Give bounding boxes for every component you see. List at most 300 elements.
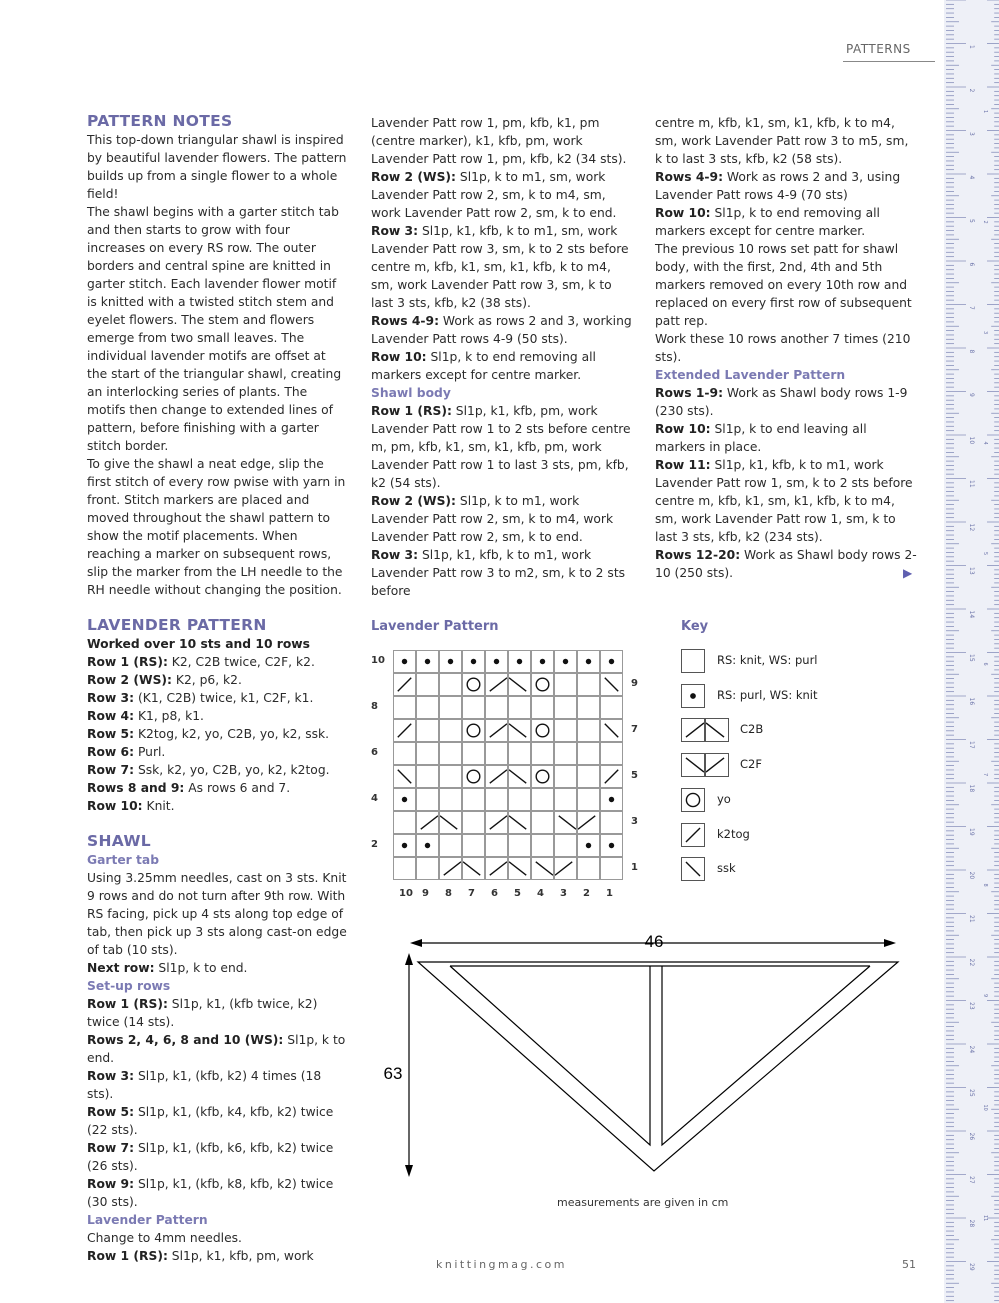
chart-cell-k	[508, 696, 531, 719]
chart-cell-p	[416, 650, 439, 673]
row-text: Sl1p, k1, kfb, k to m1, sm, work Lavender Patt row 3, sm, k to 2 sts before centre m, kfb, k1, sm, k1, kfb, k to m4, sm, work Lavender Patt row 3, sm, k to last 3 sts, kfb, k2 (38 sts).	[371, 224, 629, 310]
chart-cell-k	[577, 719, 600, 742]
ruler-cm-label: 4	[968, 175, 975, 180]
chart-cell-p	[393, 650, 416, 673]
row-text: K1, p8, k1.	[134, 709, 204, 723]
lavender-rows	[87, 653, 349, 815]
ruler-inch-label: 11	[982, 1215, 988, 1222]
ruler-cm-label: 19	[968, 828, 975, 836]
row-label: Row 10:	[655, 206, 711, 220]
chart-cell-k	[554, 673, 577, 696]
chart-cell-k	[577, 673, 600, 696]
key-label: yo	[717, 791, 731, 806]
instruction-row	[371, 546, 633, 600]
notes-paragraph: This top-down triangular shawl is inspired by beautiful lavender flowers. The pattern builds up from a single flower to a whole field!	[87, 133, 347, 201]
ruler-cm-label: 8	[968, 349, 975, 354]
chart-cell-yo	[462, 765, 485, 788]
chart-cell-k	[600, 857, 623, 880]
row-text: (K1, C2B) twice, k1, C2F, k1.	[134, 691, 314, 705]
ruler-cm-label: 10	[968, 436, 975, 445]
key-label: C2B	[740, 722, 764, 737]
chart-cell-k	[577, 857, 600, 880]
instruction-row	[371, 348, 633, 384]
chart-col-label: 9	[422, 888, 429, 899]
setup-rows-heading: Set-up rows	[87, 979, 171, 993]
instruction-rows	[655, 168, 917, 240]
row-text: Sl1p, k to end.	[87, 1033, 346, 1065]
instruction-row	[655, 456, 917, 546]
ruler-inch-label: 3	[982, 331, 988, 335]
row-label: Row 3:	[87, 1069, 135, 1083]
chart-col-label: 10	[399, 888, 413, 899]
row-text: Sl1p, k to m1, sm, work Lavender Patt row 2, sm, k to m4, sm, work Lavender Patt row 2, sm, k to end.	[371, 170, 617, 220]
chart-cell-yo	[531, 765, 554, 788]
instruction-row	[655, 168, 917, 204]
row-label: Row 10:	[655, 422, 711, 436]
instruction-row	[371, 402, 633, 492]
instruction-rows	[371, 168, 633, 384]
ruler-inch-label: 10	[982, 1104, 988, 1111]
chart-cell-k	[508, 788, 531, 811]
row-label: Row 5:	[87, 727, 135, 741]
chart-cell-k	[462, 834, 485, 857]
chart-cell-p	[577, 650, 600, 673]
chart-cell-k	[485, 834, 508, 857]
row-label: Rows 1-9:	[655, 386, 724, 400]
chart-cell-k	[462, 788, 485, 811]
chart-cell-k2tog	[393, 719, 416, 742]
row-text: As rows 6 and 7.	[184, 781, 291, 795]
chart-cell-ssk	[600, 673, 623, 696]
chart-cell-k	[439, 719, 462, 742]
row-text: Sl1p, k to end removing all markers except for centre marker.	[655, 206, 880, 238]
chart-cell-p	[600, 788, 623, 811]
chart-cell-k2tog	[393, 673, 416, 696]
chart-col-label: 8	[445, 888, 452, 899]
chart-cell-k	[600, 811, 623, 834]
chart-cell-c2b	[485, 673, 508, 696]
shawl-schematic	[370, 925, 910, 1185]
ruler-cm-label: 24	[968, 1045, 975, 1054]
row-label: Row 11:	[655, 458, 711, 472]
chart-cell-k	[531, 811, 554, 834]
continued-text: centre m, kfb, k1, sm, k1, kfb, k to m4, sm, work Lavender Patt row 3 to m5, sm, k to last 3 sts, kfb, k2 (58 sts).	[655, 116, 909, 166]
key-label: RS: purl, WS: knit	[717, 687, 818, 702]
shawl-heading: SHAWL	[87, 832, 151, 850]
row-text: Sl1p, k1, kfb, pm, work	[167, 1249, 314, 1263]
row-text: Ssk, k2, yo, C2B, yo, k2, k2tog.	[134, 763, 330, 777]
chart-cell-k	[531, 834, 554, 857]
instruction-row	[87, 689, 349, 707]
chart-cell-k	[439, 742, 462, 765]
row-text: Sl1p, k1, (kfb twice, k2) twice (14 sts).	[87, 997, 318, 1029]
header-rule	[843, 61, 935, 62]
key-symbol	[681, 788, 705, 812]
row-label: Row 10:	[371, 350, 427, 364]
key-symbol-right	[705, 753, 729, 777]
chart-col-label: 4	[537, 888, 544, 899]
chart-cell-k	[577, 788, 600, 811]
chart-cell-k	[416, 673, 439, 696]
continue-arrow-icon: ▶	[903, 566, 913, 580]
row-text: Sl1p, k1, (kfb, k8, kfb, k2) twice (30 sts).	[87, 1177, 334, 1209]
chart-col-label: 1	[606, 888, 613, 899]
chart-cell-p	[531, 650, 554, 673]
chart-cell-ssk	[393, 765, 416, 788]
chart-cell-c2b	[508, 811, 531, 834]
row-label: Row 3:	[371, 224, 419, 238]
ruler-cm-label: 26	[968, 1132, 975, 1141]
key-label: ssk	[717, 861, 736, 876]
chart-cell-c2b	[508, 719, 531, 742]
key-label: C2F	[740, 757, 762, 772]
row-label: Next row:	[87, 961, 155, 975]
row-text: Work as rows 2 and 3, using Lavender Patt rows 4-9 (70 sts)	[655, 170, 901, 202]
garter-text: Using 3.25mm needles, cast on 3 sts. Knit 9 rows and do not turn after 9th row. With RS facing, pick up 4 sts along top edge of tab, then pick up 3 sts along cast-on edge of tab (10 sts).	[87, 871, 347, 957]
row-label: Row 3:	[371, 548, 419, 562]
page-number: 51	[902, 1258, 916, 1271]
chart-cell-p	[439, 650, 462, 673]
chart-cell-c2b	[485, 765, 508, 788]
chart-cell-k	[508, 742, 531, 765]
chart-cell-k	[416, 765, 439, 788]
row-label: Row 1 (RS):	[87, 1249, 168, 1263]
chart-cell-p	[600, 834, 623, 857]
chart-cell-c2b	[508, 765, 531, 788]
chart-cell-ssk	[600, 719, 623, 742]
row-label: Row 7:	[87, 1141, 135, 1155]
chart-row-label: 8	[371, 701, 378, 712]
chart-col-label: 3	[560, 888, 567, 899]
row-text: Sl1p, k to end leaving all markers in place.	[655, 422, 867, 454]
row-text: Work as Shawl body rows 1-9 (230 sts).	[655, 386, 908, 418]
row-label: Row 1 (RS):	[87, 997, 168, 1011]
ruler-inch-label: 1	[982, 110, 988, 114]
notes-paragraph: To give the shawl a neat edge, slip the first stitch of every row pwise with yarn in front. Stitch markers are placed and moved throughout the shawl pattern to show the motif placements. When reaching a marker on subsequent rows, slip the marker from the LH needle to the RH needle without changing the position.	[87, 457, 346, 597]
row-label: Row 7:	[87, 763, 135, 777]
ruler-cm-label: 7	[968, 306, 975, 310]
chart-cell-k	[577, 765, 600, 788]
ruler-inch-label: 6	[982, 662, 988, 666]
chart-cell-c2b	[416, 811, 439, 834]
instruction-row	[87, 671, 349, 689]
chart-cell-k	[416, 788, 439, 811]
instruction-rows	[371, 402, 633, 600]
chart-row-label: 2	[371, 839, 378, 850]
ruler-cm-label: 14	[968, 610, 975, 619]
column-3	[655, 114, 917, 582]
chart-cell-c2b	[439, 857, 462, 880]
chart-cell-c2b	[485, 811, 508, 834]
chart-cell-k	[439, 788, 462, 811]
ruler-inch-label: 2	[982, 220, 988, 224]
row-label: Rows 8 and 9:	[87, 781, 185, 795]
row-text: Purl.	[134, 745, 166, 759]
body-text: The previous 10 rows set patt for shawl body, with the first, 2nd, 4th and 5th markers removed on every 10th row and replaced on every first row of subsequent patt rep.	[655, 242, 912, 328]
instruction-row	[87, 1175, 349, 1211]
row-label: Row 2 (WS):	[371, 494, 456, 508]
lavender-subheading: Worked over 10 sts and 10 rows	[87, 637, 310, 651]
lavender-patt-heading: Lavender Pattern	[87, 1213, 208, 1227]
column-2	[371, 114, 633, 600]
chart-cell-c2f	[577, 811, 600, 834]
row-text: Work as rows 2 and 3, working Lavender Patt rows 4-9 (50 sts).	[371, 314, 632, 346]
row-text: Sl1p, k1, kfb, pm, work Lavender Patt row 1 to 2 sts before centre m, pm, kfb, k1, sm, k1, kfb, pm, work Lavender Patt row 1 to last 3 sts, pm, kfb, k2 (54 sts).	[371, 404, 631, 490]
chart-cell-k	[393, 857, 416, 880]
chart-col-label: 7	[468, 888, 475, 899]
ruler-inch-label: 7	[982, 773, 988, 777]
instruction-row	[87, 995, 349, 1031]
row-label: Row 1 (RS):	[87, 655, 168, 669]
chart-cell-k	[416, 857, 439, 880]
chart-title: Lavender Pattern	[371, 619, 499, 634]
chart-cell-p	[485, 650, 508, 673]
ruler-cm-label: 20	[968, 871, 975, 880]
chart-cell-k	[508, 834, 531, 857]
chart-cell-k	[393, 696, 416, 719]
extended-lavender-heading: Extended Lavender Pattern	[655, 368, 846, 382]
instruction-row	[371, 312, 633, 348]
chart-cell-k	[439, 834, 462, 857]
instruction-rows	[655, 384, 917, 582]
instruction-row	[87, 779, 349, 797]
ruler-cm-label: 16	[968, 697, 975, 706]
chart-cell-p	[393, 834, 416, 857]
chart-cell-c2f	[531, 857, 554, 880]
instruction-row	[87, 797, 349, 815]
row-label: Row 4:	[87, 709, 135, 723]
row-text: Sl1p, k1, (kfb, k2) 4 times (18 sts).	[87, 1069, 322, 1101]
setup-rows	[87, 995, 349, 1211]
chart-cell-k	[416, 742, 439, 765]
row-text: K2, C2B twice, C2F, k2.	[167, 655, 315, 669]
key-symbol	[681, 649, 705, 673]
ruler	[934, 0, 999, 1303]
chart-row-label: 6	[371, 747, 378, 758]
chart-cell-p	[600, 650, 623, 673]
instruction-row	[87, 1067, 349, 1103]
chart-cell-k	[485, 742, 508, 765]
instruction-row	[87, 1139, 349, 1175]
chart-cell-k	[416, 696, 439, 719]
ruler-inch-label: 9	[982, 994, 988, 998]
chart-cell-p	[577, 834, 600, 857]
chart-cell-c2b	[485, 719, 508, 742]
chart-cell-k	[485, 696, 508, 719]
chart-row-label: 4	[371, 793, 378, 804]
instruction-row	[655, 546, 917, 582]
chart-cell-k	[439, 696, 462, 719]
chart-cell-k	[462, 811, 485, 834]
key-title: Key	[681, 619, 709, 634]
instruction-row	[87, 1031, 349, 1067]
instruction-row	[87, 725, 349, 743]
chart-cell-c2f	[554, 857, 577, 880]
instruction-row	[371, 492, 633, 546]
chart-cell-k	[393, 811, 416, 834]
chart-cell-p	[554, 650, 577, 673]
key-label: RS: knit, WS: purl	[717, 653, 818, 667]
row-label: Row 5:	[87, 1105, 135, 1119]
ruler-cm-label: 12	[968, 523, 975, 532]
lavpatt-text: Change to 4mm needles.	[87, 1231, 242, 1245]
body-text: Work these 10 rows another 7 times (210 sts).	[655, 332, 911, 364]
chart-cell-c2b	[485, 857, 508, 880]
instruction-row	[655, 204, 917, 240]
ruler-cm-label: 18	[968, 784, 975, 793]
ruler-cm-label: 11	[968, 480, 975, 488]
chart-cell-p	[416, 834, 439, 857]
instruction-row	[371, 222, 633, 312]
row-label: Rows 4-9:	[655, 170, 724, 184]
chart-cell-yo	[462, 673, 485, 696]
row-text: Sl1p, k to end.	[154, 961, 248, 975]
chart-row-label: 10	[371, 655, 385, 666]
chart-cell-k	[439, 673, 462, 696]
key-symbol-right	[705, 718, 729, 742]
chart-cell-k	[531, 788, 554, 811]
row-label: Row 2 (WS):	[371, 170, 456, 184]
ruler-cm-label: 6	[968, 262, 975, 267]
ruler-cm-label: 17	[968, 741, 975, 749]
column-1	[87, 111, 349, 1265]
ruler-cm-label: 9	[968, 393, 975, 397]
chart-cell-k	[554, 719, 577, 742]
ruler-cm-label: 27	[968, 1176, 975, 1184]
chart-row-label: 9	[631, 678, 638, 689]
chart-cell-yo	[531, 719, 554, 742]
chart-cell-k	[531, 742, 554, 765]
instruction-row	[371, 168, 633, 222]
key-label: k2tog	[717, 826, 750, 841]
chart-cell-c2b	[508, 857, 531, 880]
row-label: Row 1 (RS):	[371, 404, 452, 418]
continued-text: Lavender Patt row 1, pm, kfb, k1, pm (centre marker), k1, kfb, pm, work Lavender Patt row 1, pm, kfb, k2 (34 sts).	[371, 116, 627, 166]
ruler-cm-label: 2	[968, 88, 975, 93]
chart-row-label: 3	[631, 816, 638, 827]
instruction-row	[655, 384, 917, 420]
chart-cell-p	[393, 788, 416, 811]
chart-cell-k	[554, 834, 577, 857]
row-text: Sl1p, k1, (kfb, k6, kfb, k2) twice (26 sts).	[87, 1141, 334, 1173]
height-measurement: 63	[383, 1064, 403, 1083]
notes-paragraph: The shawl begins with a garter stitch tab and then starts to grow with four increases on every RS row. The outer borders and central spine are knitted in garter stitch. Each lavender flower motif is knitted with a twisted stitch stem and eyelet flowers. The stem and flowers emerge from two small leaves. The individual lavender motifs are offset at the start of the triangular shawl, creating an interlocking series of plants. The motifs then change to extended lines of pattern, before finishing with a garter stitch border.	[87, 205, 342, 453]
instruction-row	[87, 1247, 349, 1265]
chart-cell-yo	[531, 673, 554, 696]
chart-col-label: 6	[491, 888, 498, 899]
instruction-row	[87, 959, 349, 977]
chart-cell-k	[600, 696, 623, 719]
ruler-cm-label: 21	[968, 915, 975, 923]
lavender-pattern-heading: LAVENDER PATTERN	[87, 616, 267, 634]
chart-cell-k	[577, 742, 600, 765]
key-symbol-left	[681, 718, 705, 742]
row-label: Row 2 (WS):	[87, 673, 172, 687]
schematic-caption: measurements are given in cm	[557, 1196, 729, 1209]
section-label: PATTERNS	[846, 42, 911, 56]
chart-cell-k	[554, 765, 577, 788]
instruction-row	[87, 653, 349, 671]
chart-row-label: 1	[631, 862, 638, 873]
chart-cell-p	[462, 650, 485, 673]
row-label: Row 9:	[87, 1177, 135, 1191]
chart-cell-c2f	[554, 811, 577, 834]
ruler-cm-label: 29	[968, 1263, 975, 1271]
row-text: Sl1p, k1, kfb, k to m1, work Lavender Patt row 3 to m2, sm, k to 2 sts before	[371, 548, 626, 598]
chart-cell-k	[416, 719, 439, 742]
chart-cell-k	[600, 742, 623, 765]
chart-cell-k	[485, 788, 508, 811]
chart-cell-k	[554, 742, 577, 765]
chart-cell-k	[531, 696, 554, 719]
key-symbol	[681, 857, 705, 881]
ruler-cm-label: 15	[968, 654, 975, 662]
row-label: Rows 12-20:	[655, 548, 741, 562]
key-symbol	[681, 684, 705, 708]
width-measurement: 46	[644, 932, 664, 951]
ruler-cm-label: 5	[968, 219, 975, 223]
chart-col-label: 2	[583, 888, 590, 899]
ruler-inch-label: 8	[982, 883, 988, 887]
shawl-body-heading: Shawl body	[371, 386, 451, 400]
row-text: K2tog, k2, yo, C2B, yo, k2, ssk.	[134, 727, 330, 741]
row-text: Sl1p, k1, (kfb, k4, kfb, k2) twice (22 sts).	[87, 1105, 334, 1137]
chart-cell-k	[577, 696, 600, 719]
row-label: Row 6:	[87, 745, 135, 759]
chart-col-label: 5	[514, 888, 521, 899]
instruction-row	[87, 743, 349, 761]
row-text: Sl1p, k to end removing all markers except for centre marker.	[371, 350, 596, 382]
footer-site: knittingmag.com	[436, 1258, 567, 1271]
chart-cell-c2b	[439, 811, 462, 834]
row-text: Sl1p, k to m1, work Lavender Patt row 2, sm, k to m4, work Lavender Patt row 2, sm, k to end.	[371, 494, 614, 544]
instruction-row	[87, 761, 349, 779]
chart-cell-k	[462, 742, 485, 765]
chart-cell-k	[554, 696, 577, 719]
ruler-cm-label: 13	[968, 567, 975, 575]
pattern-notes-heading: PATTERN NOTES	[87, 112, 233, 130]
key-symbol-left	[681, 753, 705, 777]
row-text: K2, p6, k2.	[171, 673, 242, 687]
chart-row-label: 7	[631, 724, 638, 735]
chart-cell-yo	[462, 719, 485, 742]
instruction-row	[655, 420, 917, 456]
key-symbol	[681, 823, 705, 847]
ruler-cm-label: 28	[968, 1219, 975, 1228]
chart-cell-k	[462, 696, 485, 719]
row-text: Knit.	[142, 799, 175, 813]
ruler-inch-label: 5	[982, 552, 988, 556]
row-label: Row 10:	[87, 799, 143, 813]
instruction-row	[87, 1103, 349, 1139]
chart-cell-c2b	[462, 857, 485, 880]
row-label: Row 3:	[87, 691, 135, 705]
row-label: Rows 4-9:	[371, 314, 440, 328]
ruler-cm-label: 1	[968, 45, 975, 49]
chart-cell-k	[439, 765, 462, 788]
row-text: Work as Shawl body rows 2-10 (250 sts).	[655, 548, 917, 580]
ruler-cm-label: 25	[968, 1089, 975, 1097]
row-text: Sl1p, k1, kfb, k to m1, work Lavender Patt row 1, sm, k to 2 sts before centre m, kfb, k1, sm, k1, kfb, k to m4, sm, work Lavender Patt row 1, sm, k to last 3 sts, kfb, k2 (234 sts).	[655, 458, 913, 544]
chart-cell-p	[508, 650, 531, 673]
row-label: Rows 2, 4, 6, 8 and 10 (WS):	[87, 1033, 284, 1047]
ruler-cm-label: 22	[968, 958, 975, 967]
instruction-row	[87, 707, 349, 725]
chart-cell-k2tog	[600, 765, 623, 788]
chart-row-label: 5	[631, 770, 638, 781]
chart-cell-k	[554, 788, 577, 811]
chart-cell-k	[393, 742, 416, 765]
